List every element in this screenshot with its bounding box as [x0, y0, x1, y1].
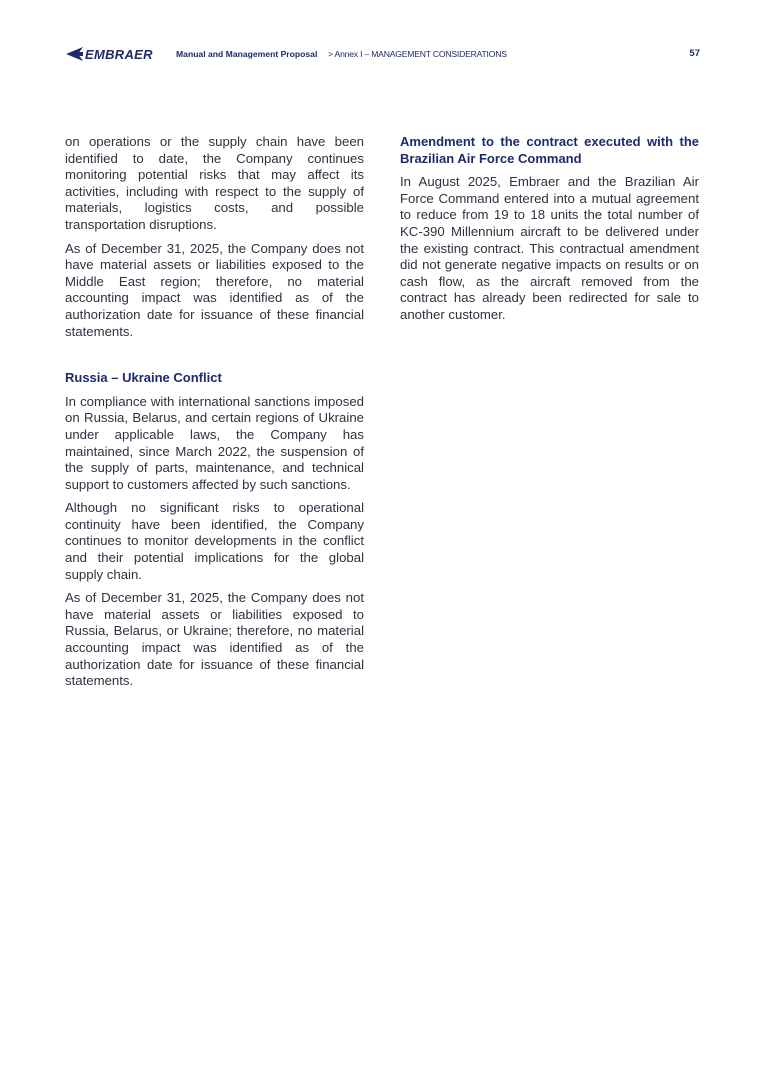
right-column [400, 134, 699, 331]
section-heading-russia-ukraine: Russia – Ukraine Conflict [65, 370, 222, 386]
page-number: 57 [689, 48, 700, 59]
left-column [65, 134, 364, 697]
document-title: Manual and Management Proposal [176, 49, 318, 59]
breadcrumb: > Annex I – MANAGEMENT CONSIDERATIONS [328, 49, 507, 59]
page-header [64, 44, 700, 66]
paragraph: In compliance with international sanctions imposed on Russia, Belarus, and certain regions of Ukraine under applicable laws, the Company has maintained, since March 2022, the suspension of the supply of parts, maintenance, and technical support to customers affected by such sanctions. [65, 393, 364, 492]
logo-text: EMBRAER [85, 46, 153, 62]
paragraph: As of December 31, 2025, the Company does not have material assets or liabilities exposed to Russia, Belarus, or Ukraine; therefore, no material accounting impact was identified as of the authorization date for issuance of these financial statements. [65, 590, 364, 689]
paragraph: As of December 31, 2025, the Company does not have material assets or liabilities exposed to the Middle East region; therefore, no material accounting impact was identified as of the authorization date for issuance of these financial statements. [65, 240, 364, 339]
embraer-wing-icon [64, 46, 84, 62]
paragraph: Although no significant risks to operational continuity have been identified, the Company continues to monitor developments in the conflict and their potential implications for the global supply chain. [65, 500, 364, 582]
paragraph: on operations or the supply chain have been identified to date, the Company continues monitoring potential risks that may affect its activities, including with respect to the supply of materials, logistics costs, and possible transportation disruptions. [65, 134, 364, 232]
paragraph: In August 2025, Embraer and the Brazilian Air Force Command entered into a mutual agreement to reduce from 19 to 18 units the total number of KC-390 Millennium aircraft to be delivered under the existing contract. This contractual amendment did not generate negative impacts on results or on cash flow, as the aircraft removed from the contract has already been redirected for sale to another customer. [400, 174, 699, 322]
embraer-logo [64, 44, 153, 64]
section-heading-amendment: Amendment to the contract executed with the Brazilian Air Force Command [400, 134, 699, 166]
